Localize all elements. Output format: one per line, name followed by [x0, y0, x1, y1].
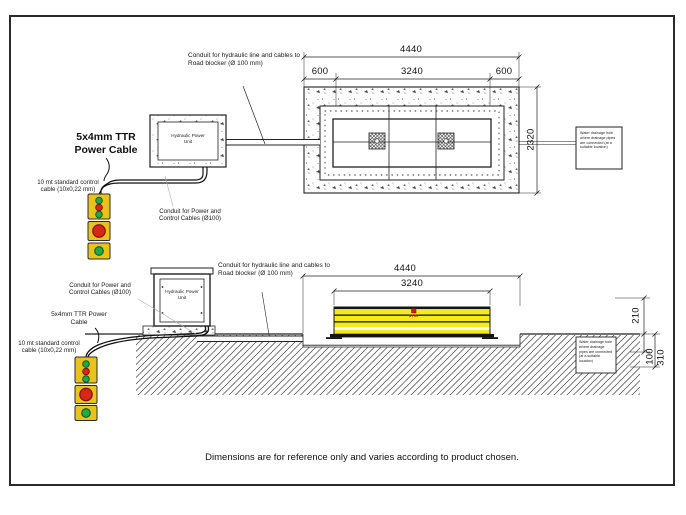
conduit-power-label-side: Conduit for Power and Control Cables (Ø100) — [69, 282, 131, 297]
reference-footnote: Dimensions are for reference only and varies according to product chosen. — [205, 452, 519, 463]
dim-side-blocker: 3240 — [401, 278, 423, 289]
auto-button-icon — [83, 376, 90, 383]
dim-top-total: 4440 — [400, 44, 422, 55]
side-view — [75, 268, 660, 421]
power-cable-label-top: 5x4mm TTR Power Cable — [74, 131, 138, 157]
dim-side-height-above: 210 — [630, 307, 642, 324]
control-pendant-top — [88, 194, 110, 259]
drainage-note-text-top: Water drainage hole where drainage pipes are connected (at a suitable location) — [580, 131, 616, 150]
blocker-pit-plan — [320, 106, 504, 180]
emergency-stop-button-icon — [93, 225, 105, 237]
raise-button-icon — [83, 361, 90, 368]
dim-side-total: 4440 — [394, 263, 416, 274]
dim-top-left-margin: 600 — [311, 66, 329, 77]
raise-button-icon — [96, 197, 103, 204]
hydraulic-label-leader-top — [243, 86, 265, 144]
hpu-label-side: Hydraulic Power Unit — [165, 289, 199, 300]
conduit-hydraulic-label-side: Conduit for hydraulic line and cables to Road blocker (Ø 100 mm) — [218, 262, 331, 277]
control-cable-label-top: 10 mt standard control cable (10x0,22 mm) — [37, 179, 99, 194]
auto-button-icon — [96, 211, 103, 218]
lower-button-icon — [83, 368, 90, 375]
road-blocker — [326, 307, 498, 339]
drainage-note-text-side: Water drainage hole where drainage pipes are connected (at a suitable location) — [579, 340, 613, 364]
control-pendant-side — [75, 357, 97, 421]
hydraulic-conduit-plan — [226, 140, 320, 146]
hydraulic-label-leader-side — [262, 292, 269, 335]
hpu-label-top: Hydraulic Power Unit — [171, 133, 205, 144]
emergency-stop-button-icon — [80, 388, 92, 400]
conduit-hydraulic-label-top: Conduit for hydraulic line and cables to Road blocker (Ø 100 mm) — [188, 52, 301, 67]
power-cable-label-side: 5x4mm TTR Power Cable — [51, 311, 107, 326]
dim-top-depth: 2320 — [525, 128, 537, 151]
stop-sign-label: STOP — [408, 313, 420, 318]
dim-side-total-depth: 310 — [655, 349, 667, 366]
top-view — [88, 52, 622, 259]
start-button-icon — [82, 409, 91, 418]
control-cable-label-side: 10 mt standard control cable (10x0,22 mm) — [18, 340, 80, 355]
start-button-icon — [95, 247, 104, 256]
dim-top-right-margin: 600 — [495, 66, 513, 77]
dim-side-below-road: 100 — [644, 348, 656, 365]
dim-top-blocker: 3240 — [401, 66, 423, 77]
lower-button-icon — [96, 204, 103, 211]
conduit-power-label-top: Conduit for Power and Control Cables (Ø100) — [159, 208, 221, 223]
hydraulic-conduit-side — [197, 336, 303, 342]
